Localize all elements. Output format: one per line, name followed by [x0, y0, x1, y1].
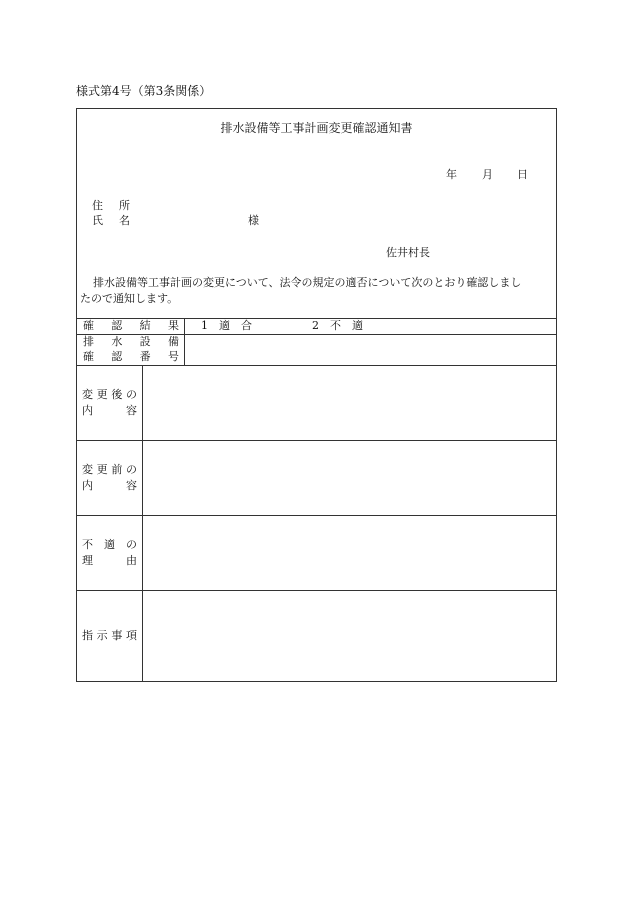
- after-label-char: 変: [82, 388, 93, 401]
- number-row-bottom-rule: [76, 365, 557, 366]
- frame-right-border: [556, 108, 557, 682]
- body-text-line-1: 排水設備等工事計画の変更について、法令の規定の適否について次のとおり確認しまし: [93, 276, 522, 289]
- result-label-char: 果: [167, 319, 179, 332]
- address-label: [92, 199, 130, 212]
- before-label-char: 前: [111, 463, 123, 476]
- address-label-char-1: 住: [92, 199, 103, 212]
- before-label-char: 変: [82, 463, 93, 476]
- number-label-line-1: [83, 335, 179, 348]
- number-label-char: 号: [167, 350, 179, 363]
- result-label: [83, 319, 179, 332]
- reason-content-field[interactable]: [144, 517, 554, 589]
- document-title: 排水設備等工事計画変更確認通知書: [220, 121, 413, 135]
- before-content-field[interactable]: [144, 442, 554, 514]
- number-label-char: 排: [83, 335, 94, 348]
- frame-bottom-border: [76, 681, 557, 682]
- instructions-label-char: 示: [96, 629, 108, 642]
- instructions-label-char: 指: [82, 629, 93, 642]
- number-label-char: 設: [139, 335, 151, 348]
- number-label-char: 備: [167, 335, 179, 348]
- reason-row-bottom-rule: [76, 590, 557, 591]
- body-text-line-2: たので通知します。: [80, 292, 179, 305]
- issuer-name: 佐井村長: [386, 246, 430, 259]
- before-label-line-1: [82, 463, 137, 476]
- label-column-divider: [142, 365, 143, 681]
- before-row-bottom-rule: [76, 515, 557, 516]
- number-label-char: 認: [111, 350, 123, 363]
- result-label-char: 認: [111, 319, 123, 332]
- before-label-char: 内: [82, 479, 93, 492]
- result-option-conforming[interactable]: 1 適 合: [201, 319, 252, 332]
- instructions-content-field[interactable]: [144, 592, 554, 680]
- form-number: 様式第4号（第3条関係）: [76, 84, 212, 98]
- date-month-label: 月: [482, 168, 493, 181]
- after-label-line-1: [82, 388, 137, 401]
- after-label-char: 内: [82, 404, 93, 417]
- after-content-field[interactable]: [144, 367, 554, 439]
- before-label-char: の: [125, 463, 137, 476]
- after-label-char: 後: [111, 388, 123, 401]
- date-year-label: 年: [446, 168, 457, 181]
- number-label-char: 水: [111, 335, 123, 348]
- after-row-bottom-rule: [76, 440, 557, 441]
- instructions-label: [82, 629, 137, 642]
- confirmation-number-field[interactable]: [186, 336, 554, 364]
- after-label-char: の: [125, 388, 137, 401]
- date-day-label: 日: [517, 168, 528, 181]
- after-label-char: 容: [126, 404, 137, 417]
- reason-label-char: 由: [126, 554, 137, 567]
- before-label-line-2: [82, 479, 137, 492]
- number-label-char: 確: [83, 350, 94, 363]
- frame-top-border: [76, 108, 557, 109]
- name-label-char-2: 名: [119, 214, 130, 227]
- result-label-char: 確: [83, 319, 94, 332]
- before-label-char: 更: [96, 463, 108, 476]
- number-label-line-2: [83, 350, 179, 363]
- after-label-line-2: [82, 404, 137, 417]
- reason-label-char: 不: [82, 538, 93, 551]
- result-label-char: 結: [139, 319, 151, 332]
- reason-label-char: 適: [104, 538, 115, 551]
- reason-label-char: の: [126, 538, 137, 551]
- address-label-char-2: 所: [119, 199, 130, 212]
- instructions-label-char: 項: [125, 629, 137, 642]
- after-label-char: 更: [96, 388, 108, 401]
- reason-label-char: 理: [82, 554, 93, 567]
- name-label: [92, 214, 130, 227]
- number-label-char: 番: [139, 350, 151, 363]
- name-label-char-1: 氏: [92, 214, 103, 227]
- frame-left-border: [76, 108, 77, 682]
- name-honorific: 様: [248, 214, 259, 227]
- before-label-char: 容: [126, 479, 137, 492]
- header-column-divider: [184, 318, 185, 365]
- reason-label-line-1: [82, 538, 137, 551]
- instructions-label-char: 事: [111, 629, 123, 642]
- reason-label-line-2: [82, 554, 137, 567]
- result-option-nonconforming[interactable]: 2 不 適: [312, 319, 363, 332]
